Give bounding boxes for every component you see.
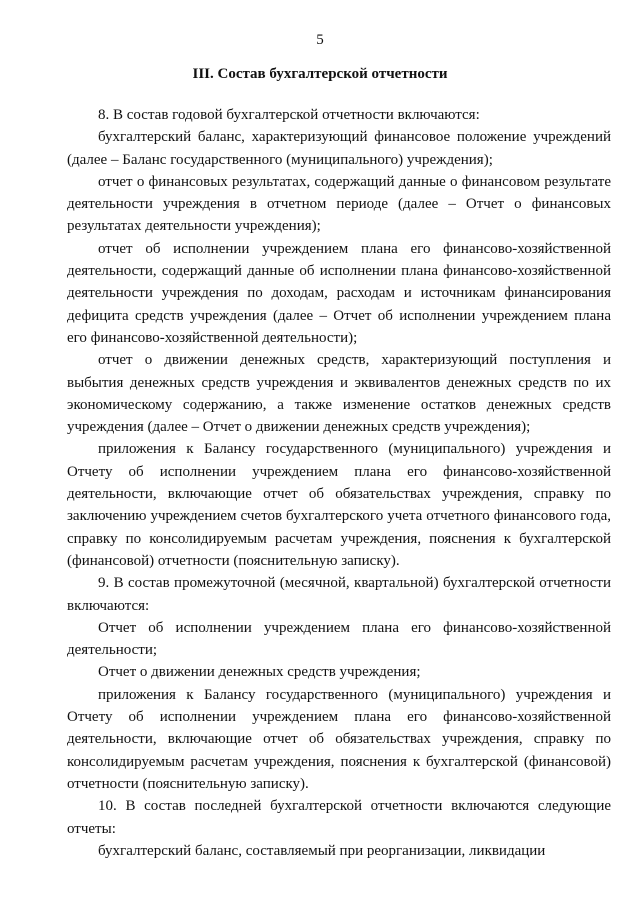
paragraph-item-9-intro: 9. В состав промежуточной (месячной, квартальной) бухгалтерской отчетности включаются: bbox=[67, 575, 611, 614]
paragraph-interim-cash-flow-report: Отчет о движении денежных средств учреждения; bbox=[98, 664, 421, 681]
paragraph-interim-plan-execution-report: Отчет об исполнении учреждением плана его финансово-хозяйственной деятельности; bbox=[67, 619, 611, 659]
paragraph-annual-appendices: приложения к Балансу государственного (муниципального) учреждения и Отчету об исполнении учреждением плана его финансово-хозяйственной деятельности, включающие отчет об обязательствах учреждения, справку по заключению учреждением счетов бухгалтерского учета отчетного финансового года, справку по консолидируемым расчетам учреждения, пояснения к бухгалтерской (финансовой) отчетности (пояснительную записку). bbox=[67, 441, 611, 569]
paragraph-interim-appendices: приложения к Балансу государственного (муниципального) учреждения и Отчету об исполнении учреждением плана его финансово-хозяйственной деятельности, включающие отчет об обязательствах учреждения, справку по консолидируемым расчетам учреждения, пояснения к бухгалтерской (финансовой) отчетности (пояснительную записку). bbox=[67, 686, 611, 792]
paragraph-financial-results-report: отчет о финансовых результатах, содержащий данные о финансовом результате деятельности учреждения в отчетном периоде (далее – Отчет о финансовых результатах деятельности учреждения); bbox=[67, 173, 611, 235]
section-title: III. Состав бухгалтерской отчетности bbox=[192, 66, 448, 82]
paragraph-cash-flow-report: отчет о движении денежных средств, характеризующий поступления и выбытия денежных средств учреждения и эквивалентов денежных средств по их экономическому содержанию, а также изменение остатков денежных средств учреждения (далее – Отчет о движении денежных средств учреждения); bbox=[67, 352, 611, 436]
paragraph-reorganization-balance: бухгалтерский баланс, составляемый при реорганизации, ликвидации bbox=[98, 842, 546, 859]
page-number: 5 bbox=[316, 32, 324, 48]
document-body bbox=[67, 104, 611, 862]
paragraph-plan-execution-report: отчет об исполнении учреждением плана его финансово-хозяйственной деятельности, содержащий данные об исполнении плана финансово-хозяйственной деятельности учреждения по доходам, расходам и источникам финансирования дефицита средств учреждения (далее – Отчет об исполнении учреждением плана его финансово-хозяйственной деятельности); bbox=[67, 240, 611, 346]
paragraph-item-10-intro: 10. В состав последней бухгалтерской отчетности включаются следующие отчеты: bbox=[67, 798, 611, 837]
paragraph-balance: бухгалтерский баланс, характеризующий финансовое положение учреждений (далее – Баланс государственного (муниципального) учреждения); bbox=[67, 129, 611, 168]
paragraph-item-8-intro: 8. В состав годовой бухгалтерской отчетности включаются: bbox=[98, 107, 480, 123]
